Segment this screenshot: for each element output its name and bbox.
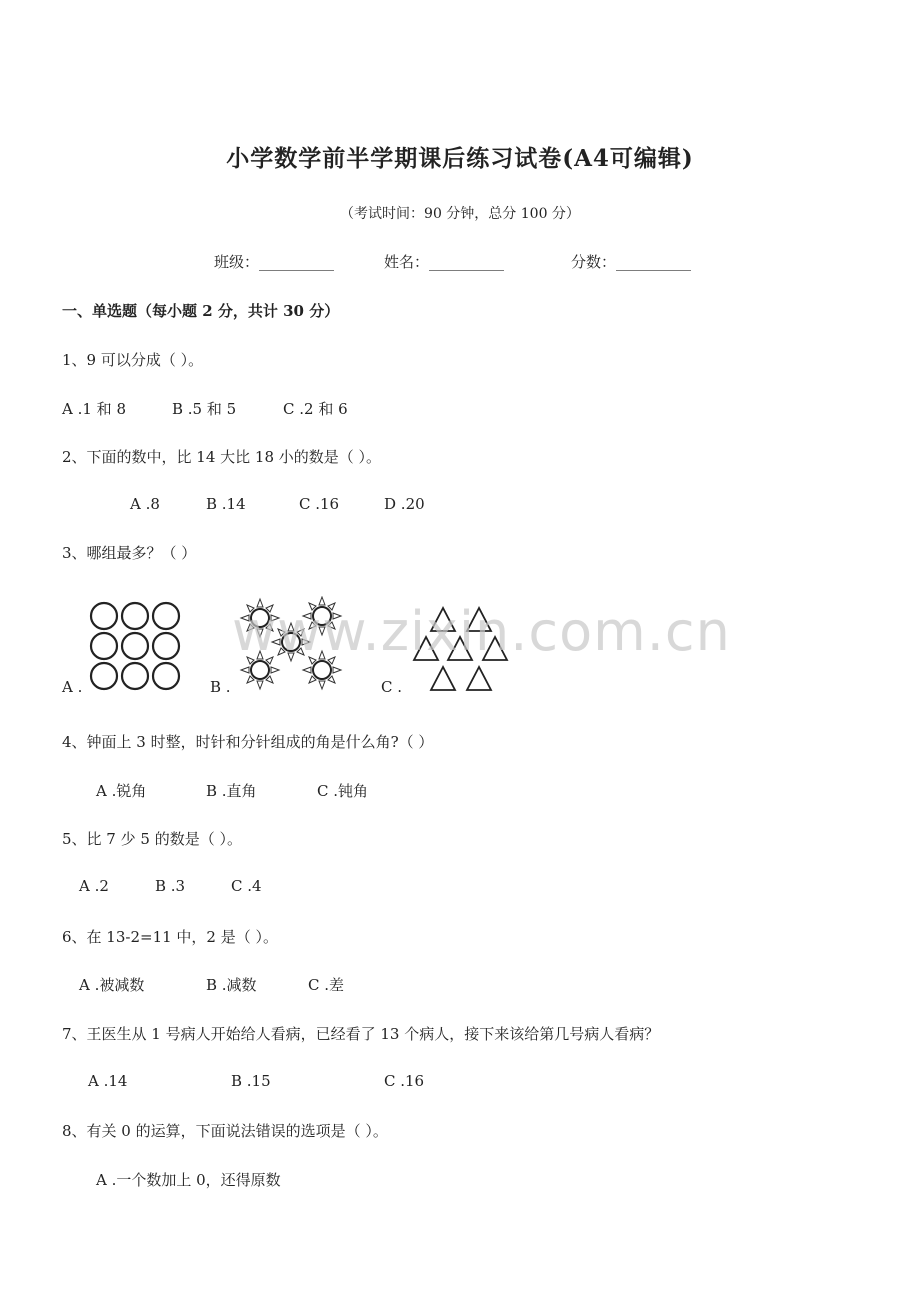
q2-option-b: B .14: [206, 495, 246, 513]
q7-option-c: C .16: [384, 1072, 425, 1090]
exam-subtitle: （考试时间：90 分钟，总分 100 分）: [340, 206, 580, 222]
q4-option-c: C .钝角: [317, 782, 369, 800]
q3-option-a: A .: [62, 678, 83, 696]
page-title: 小学数学前半学期课后练习试卷(A4可编辑): [226, 145, 694, 172]
q7-option-b: B .15: [231, 1072, 271, 1090]
q6-option-c: C .差: [308, 976, 345, 994]
q6-option-b: B .减数: [206, 976, 257, 994]
class-field: 班级：__________: [214, 253, 335, 271]
score-field: 分数：__________: [571, 253, 692, 271]
circles-group-figure: [88, 600, 184, 694]
q5-option-c: C .4: [231, 877, 262, 895]
question-7: 7、王医生从 1 号病人开始给人看病，已经看了 13 个病人，接下来该给第几号病人看病？: [62, 1025, 660, 1043]
q1-option-c: C .2 和 6: [283, 400, 348, 418]
section-heading: 一、单选题（每小题 2 分，共计 30 分）: [62, 302, 340, 320]
q8-option-a: A .一个数加上 0，还得原数: [96, 1171, 281, 1189]
q3-option-c: C .: [381, 678, 403, 696]
q2-option-c: C .16: [299, 495, 340, 513]
q4-option-b: B .直角: [206, 782, 257, 800]
question-6: 6、在 13-2=11 中，2 是（ ）。: [62, 928, 279, 946]
question-4: 4、钟面上 3 时整，时针和分针组成的角是什么角?（ ）: [62, 733, 434, 751]
watermark-text: www.zixin.com.cn: [232, 600, 731, 663]
q1-option-b: B .5 和 5: [172, 400, 237, 418]
q5-option-b: B .3: [155, 877, 186, 895]
question-2: 2、下面的数中，比 14 大比 18 小的数是（ ）。: [62, 448, 382, 466]
question-1: 1、9 可以分成（ ）。: [62, 351, 204, 369]
q1-option-a: A .1 和 8: [62, 400, 126, 418]
q2-option-d: D .20: [384, 495, 425, 513]
q7-option-a: A .14: [88, 1072, 128, 1090]
name-field: 姓名：__________: [384, 253, 505, 271]
q4-option-a: A .锐角: [96, 782, 147, 800]
q2-option-a: A .8: [130, 495, 160, 513]
question-8: 8、有关 0 的运算，下面说法错误的选项是（ ）。: [62, 1122, 388, 1140]
question-5: 5、比 7 少 5 的数是（ ）。: [62, 830, 242, 848]
question-3: 3、哪组最多？（ ）: [62, 544, 197, 562]
q5-option-a: A .2: [79, 877, 109, 895]
q6-option-a: A .被减数: [79, 976, 145, 994]
q3-option-b: B .: [210, 678, 231, 696]
